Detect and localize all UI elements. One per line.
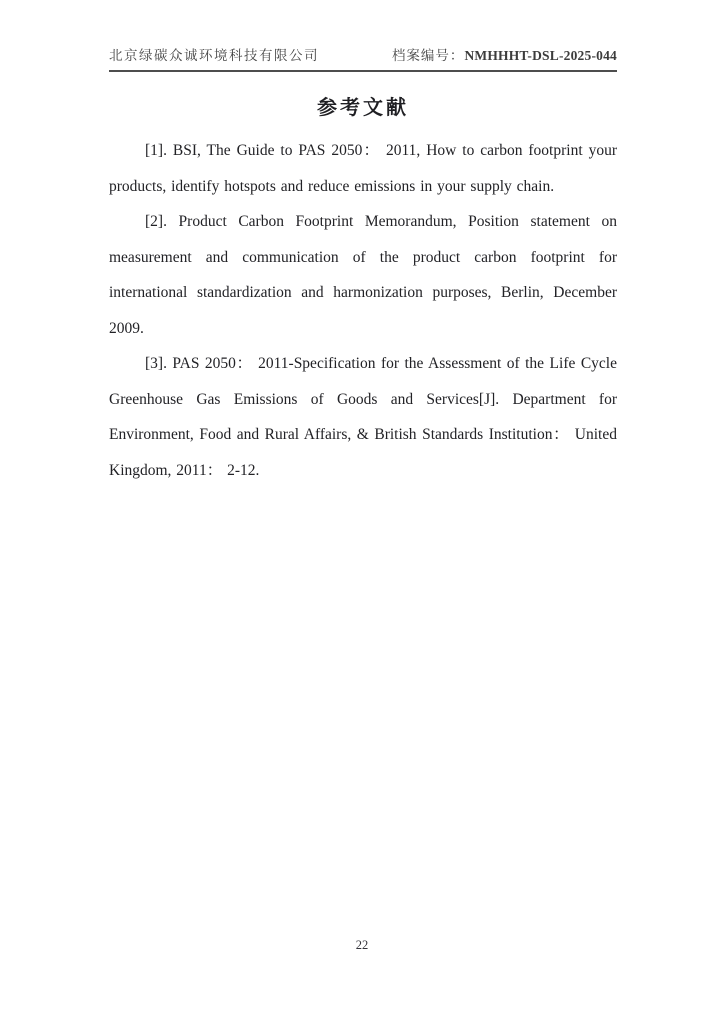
- page-number: 22: [355, 938, 369, 952]
- doc-number-label: 档案编号：: [391, 48, 465, 63]
- doc-number-value: NMHHHT-DSL-2025-044: [464, 48, 617, 63]
- page-title: 参考文献: [317, 97, 409, 119]
- header-company-name: 北京绿碳众诚环境科技有限公司: [109, 48, 319, 63]
- header-doc-number: [392, 47, 617, 64]
- reference-item-1: [1]. BSI, The Guide to PAS 2050： 2011, How to carbon footprint your products, identify hotspots and reduce emissions in your supply chain.: [109, 142, 617, 195]
- reference-item-3: [3]. PAS 2050： 2011-Specification for the Assessment of the Life Cycle Greenhouse Gas Emissions of Goods and Services[J]. Department for Environment, Food and Rural Affairs, & British Standards Institution： United Kingdom, 2011： 2-12.: [109, 355, 617, 479]
- reference-item-2: [2]. Product Carbon Footprint Memorandum, Position statement on measurement and communication of the product carbon footprint for international standardization and harmonization purposes, Berlin, December 2009.: [109, 213, 617, 337]
- references-section: [109, 133, 617, 488]
- page-header: [109, 0, 617, 72]
